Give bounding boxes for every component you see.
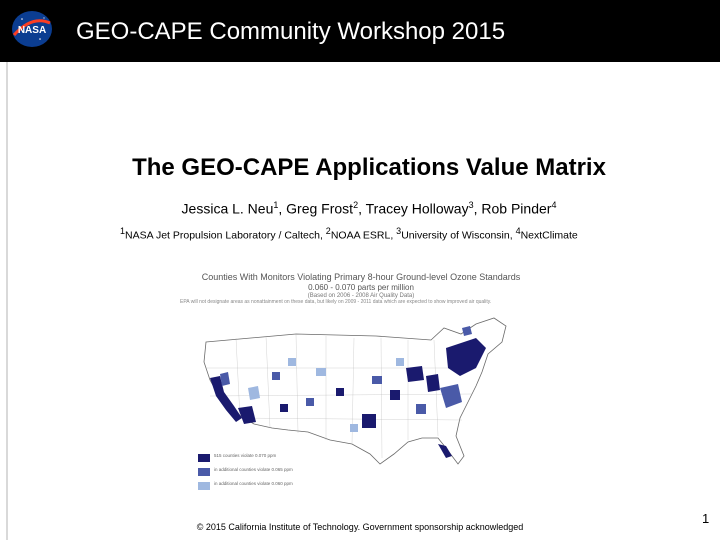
- affil-sup: 4: [515, 226, 521, 236]
- header-title: GEO-CAPE Community Workshop 2015: [76, 18, 506, 45]
- header-bar: [0, 0, 720, 62]
- legend-swatch: [198, 468, 210, 476]
- affil-sup: 1: [120, 226, 126, 236]
- legend-swatch: [198, 482, 210, 490]
- nasa-logo-text: NASA: [17, 25, 47, 36]
- author-sup: 1: [273, 200, 279, 210]
- affil-sup: 3: [396, 226, 402, 236]
- affiliation-list: [120, 224, 640, 243]
- legend-swatch: [198, 454, 210, 462]
- author-name: Tracey Holloway: [365, 200, 469, 217]
- author-name: Rob Pinder: [481, 200, 552, 217]
- slide-title: The GEO-CAPE Applications Value Matrix: [132, 154, 606, 181]
- author-name: Jessica L. Neu: [181, 200, 274, 217]
- author-list: Jessica L. Neu$^1$, Greg Frost$^2$, Tracey Holloway$^3$, Rob Pinder$^4$: [181, 200, 557, 217]
- copyright-footer: © 2015 California Institute of Technology. Government sponsorship acknowledged: [196, 522, 524, 532]
- legend-item: [198, 467, 318, 479]
- map-legend: [198, 453, 318, 495]
- affil-name: NOAA ESRL,: [330, 229, 397, 242]
- legend-label: in additional counties violate 0.060 ppm: [214, 481, 293, 486]
- author-sup: 3: [468, 200, 474, 210]
- nasa-logo-icon: [10, 9, 54, 49]
- page-number: 1: [702, 511, 710, 526]
- map-range: 0.060 - 0.070 parts per million: [308, 283, 414, 292]
- affil-sup: 2: [325, 226, 331, 236]
- side-rule: [6, 62, 8, 540]
- author-sup: 4: [551, 200, 557, 210]
- affil-name: NASA Jet Propulsion Laboratory / Caltech,: [125, 229, 326, 242]
- map-title: Counties With Monitors Violating Primary 8-hour Ground-level Ozone Standards: [201, 272, 521, 282]
- map-data-years: (Based on 2006 - 2008 Air Quality Data): [307, 293, 415, 299]
- affil-name: NextClimate: [520, 229, 578, 242]
- legend-item: [198, 453, 318, 465]
- legend-item: [198, 481, 318, 493]
- affil-name: University of Wisconsin,: [401, 229, 516, 242]
- author-sup: 2: [353, 200, 359, 210]
- legend-label: in additional counties violate 0.065 ppm: [214, 467, 293, 472]
- legend-label: 515 counties violate 0.070 ppm: [214, 453, 277, 458]
- author-name: Greg Frost: [286, 200, 354, 217]
- ozone-map-figure: [176, 268, 546, 500]
- map-note: EPA will not designate areas as nonattainment on these data, but likely on 2009 - 2011 data which are expected to show improved air quality.: [180, 299, 492, 305]
